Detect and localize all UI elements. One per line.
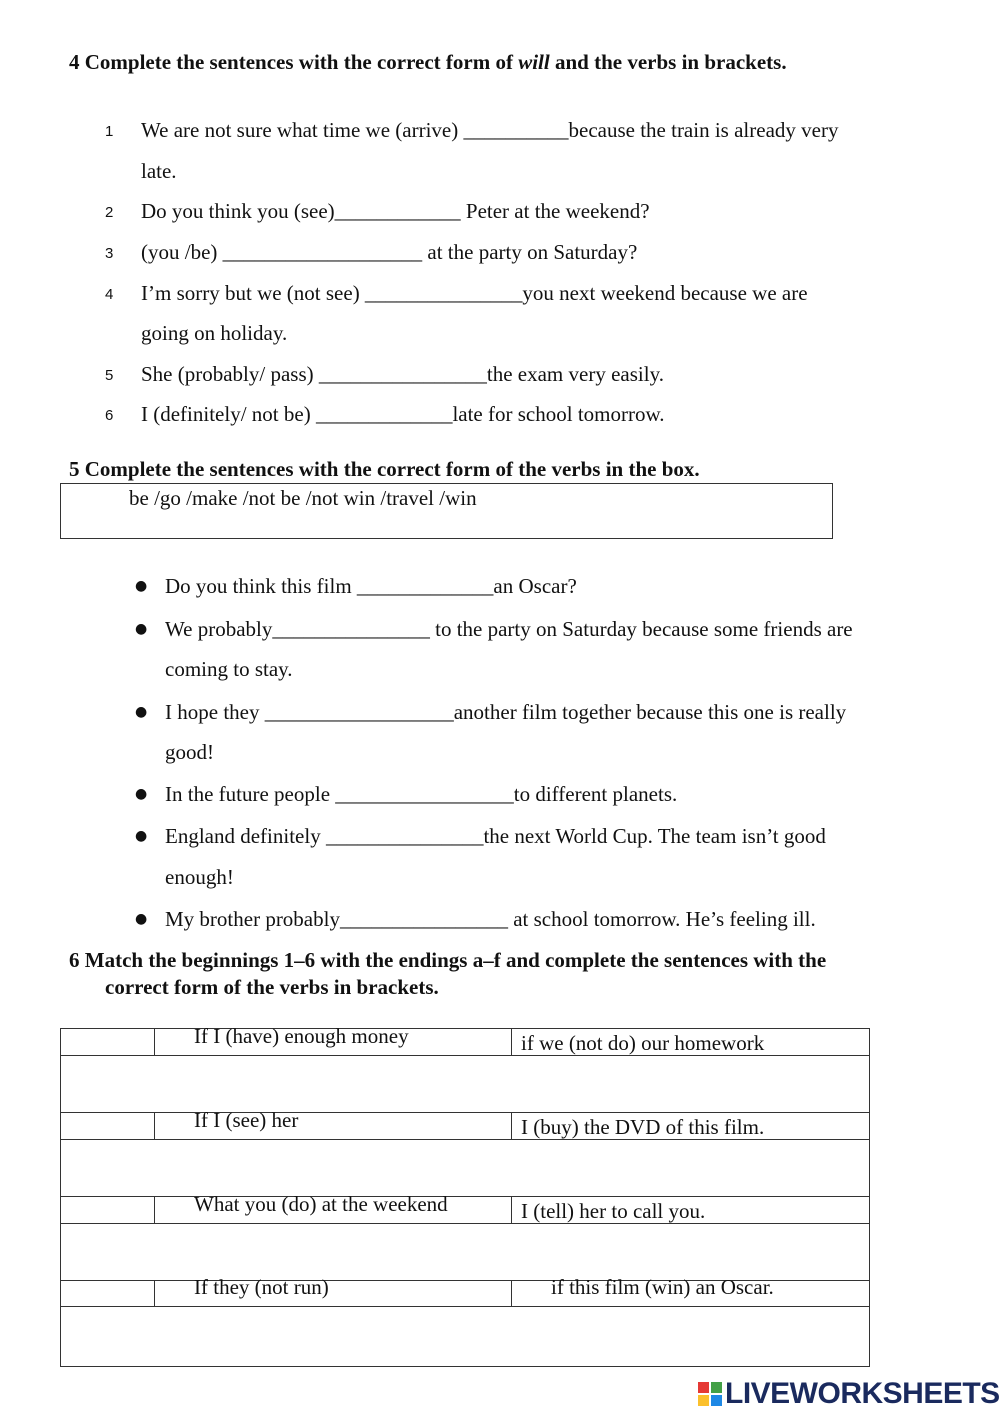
bullet-icon: ● <box>135 704 148 720</box>
section-4-heading-emphasis: will <box>518 50 550 74</box>
sentence-text-continued: late. <box>141 159 177 183</box>
table-column-divider <box>511 1196 512 1223</box>
section-6-heading: 6 Match the beginnings 1–6 with the endings a–f and complete the sentences with the <box>69 948 827 972</box>
word-box-words: be /go /make /not be /not win /travel /win <box>129 486 477 510</box>
sentence-text: I hope they __________________another film together because this one is really <box>165 700 847 724</box>
table-row-divider <box>60 1223 869 1224</box>
bullet-icon: ● <box>135 786 148 802</box>
bullet-icon: ● <box>135 911 148 927</box>
section-6-heading-continued: correct form of the verbs in brackets. <box>105 975 439 999</box>
sentence-text: She (probably/ pass) ________________the exam very easily. <box>141 362 664 386</box>
section-4-heading-post: and the verbs in brackets. <box>549 50 787 74</box>
table-row-divider <box>60 1306 869 1307</box>
bullet-icon: ● <box>135 828 148 844</box>
table-column-divider <box>511 1280 512 1306</box>
item-number: 4 <box>105 286 114 303</box>
sentence-text: I (definitely/ not be) _____________late for school tomorrow. <box>141 402 665 426</box>
item-number: 6 <box>105 407 114 424</box>
table-column-divider <box>511 1028 512 1055</box>
item-number: 5 <box>105 367 114 384</box>
table-ending-cell: I (buy) the DVD of this film. <box>521 1115 765 1139</box>
table-ending-cell: if we (not do) our homework <box>521 1031 765 1055</box>
matching-table <box>60 1028 870 1367</box>
sentence-text-continued: good! <box>165 740 214 764</box>
table-beginning-cell: If I (see) her <box>194 1108 299 1132</box>
table-beginning-cell: If they (not run) <box>194 1275 329 1299</box>
sentence-text: (you /be) ___________________ at the party on Saturday? <box>141 240 638 264</box>
sentence-text: England definitely _______________the next World Cup. The team isn’t good <box>165 824 826 848</box>
sentence-text: Do you think you (see)____________ Peter at the weekend? <box>141 199 650 223</box>
item-number: 1 <box>105 123 114 140</box>
table-row-divider <box>60 1196 869 1197</box>
logo-icon <box>698 1382 722 1406</box>
bullet-icon: ● <box>135 578 148 594</box>
table-column-divider <box>154 1280 155 1306</box>
bullet-icon: ● <box>135 621 148 637</box>
sentence-text-continued: going on holiday. <box>141 321 288 345</box>
table-column-divider <box>154 1028 155 1055</box>
table-column-divider <box>154 1196 155 1223</box>
logo-text: LIVEWORKSHEETS <box>725 1377 1000 1410</box>
sentence-text: My brother probably________________ at school tomorrow. He’s feeling ill. <box>165 907 816 931</box>
table-ending-cell: I (tell) her to call you. <box>521 1199 706 1223</box>
item-number: 2 <box>105 204 114 221</box>
sentence-text: We probably_______________ to the party on Saturday because some friends are <box>165 617 853 641</box>
table-column-divider <box>154 1112 155 1139</box>
table-beginning-cell: If I (have) enough money <box>194 1024 409 1048</box>
table-column-divider <box>511 1112 512 1139</box>
table-beginning-cell: What you (do) at the weekend <box>194 1192 448 1216</box>
section-5-heading: 5 Complete the sentences with the correct form of the verbs in the box. <box>69 457 700 481</box>
sentence-text: I’m sorry but we (not see) _______________you next weekend because we are <box>141 281 808 305</box>
sentence-text: We are not sure what time we (arrive) __________because the train is already very <box>141 118 839 142</box>
sentence-text: In the future people _________________to different planets. <box>165 782 678 806</box>
table-ending-cell: if this film (win) an Oscar. <box>551 1275 774 1299</box>
sentence-text: Do you think this film _____________an Oscar? <box>165 574 577 598</box>
sentence-text-continued: coming to stay. <box>165 657 293 681</box>
item-number: 3 <box>105 245 114 262</box>
section-4-heading <box>69 50 787 75</box>
table-row-divider <box>60 1112 869 1113</box>
section-4-heading-pre: 4 Complete the sentences with the correct form of <box>69 50 519 74</box>
sentence-text-continued: enough! <box>165 865 234 889</box>
